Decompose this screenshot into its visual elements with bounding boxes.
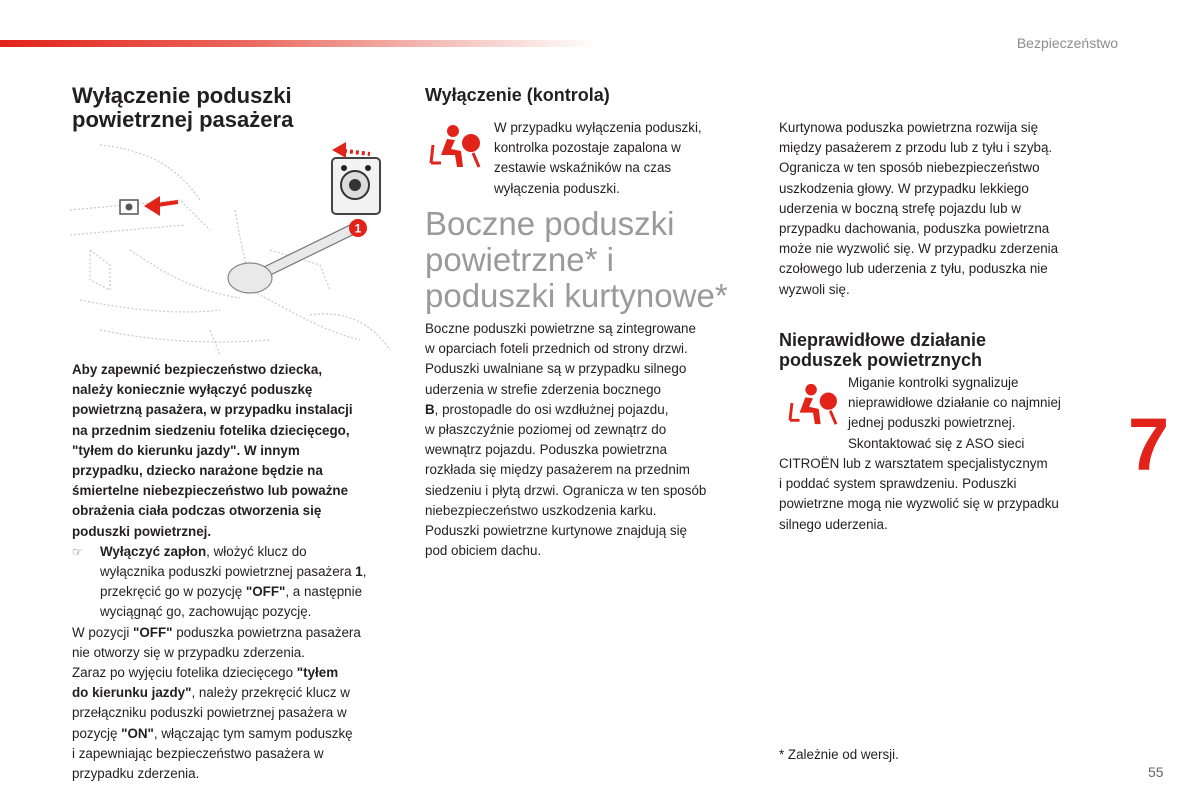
side-airbags-title: Boczne poduszki powietrzne* i poduszki kurtynowe* [425,205,728,314]
airbag-fault-text: CITROËN lub z warsztatem specjalistycznym i poddać system sprawdzeniu. Poduszki powietrzne mogą nie wyzwolić się w przypadku silnego uderzenia. [779,456,1059,532]
airbag-warning-icon [427,123,483,171]
airbag-fault-text-indented: Miganie kontrolki sygnalizuje nieprawidłowe działanie co najmniej jednej poduszki powietrznej. Skontaktować się z ASO sieci [848,375,1061,451]
column1-text: Aby zapewnić bezpieczeństwo dziecka, należy koniecznie wyłączyć poduszkę powietrzną pasażera, w przypadku instalacji na przednim siedzeniu fotelika dziecięcego, "tyłem do kierunku jazdy". W innym przypadku, dziecko narażone będzie na śmiertelne niebezpieczeństwo lub poważne obrażenia ciała podczas otworzenia się poduszki powietrznej. ☞ Wyłączyć zapłon, włożyć klucz do wyłącznika poduszki powietrznej pasażera 1, przekręcić go w pozycję "OFF", a następnie wyciągnąć go, zachowując pozycję. W pozycji "OFF" poduszka powietrzna pasażera nie otworzy się w przypadku zderzenia. Zaraz po wyjęciu fotelika dziecięcego "tyłem do kierunku jazdy", należy przekręcić klucz w przełączniku poduszki powietrznej pasażera w pozycję "ON", włączając tym samym poduszkę i zapewniając bezpieczeństwo pasażera w przypadku zderzenia. [72,360,402,784]
column3-title: Nieprawidłowe działanie poduszek powietrznych [779,330,987,370]
bullet-item: ☞ Wyłączyć zapłon, włożyć klucz do wyłącznika poduszki powietrznej pasażera 1, przekręcić go w pozycję "OFF", a następnie wyciągnąć go, zachowując pozycję. [72,542,402,623]
hand-pointer-icon: ☞ [72,544,83,559]
chapter-number: 7 [1128,403,1170,486]
side-airbags-text: Boczne poduszki powietrzne są zintegrowane w oparciach foteli przednich od strony drzwi. Poduszki uwalniane są w przypadku silnego uderzenia w strefie zderzenia bocznego B, prostopadle do osi wzdłużnej pojazdu, w płaszczyźnie poziomej od zewnątrz do wewnątrz pojazdu. Poduszka powietrzna rozkłada się między pasażerem na przednim siedzeniu i płytą drzwi. Ogranicza w ten sposób niebezpieczeństwo uszkodzenia karku. Poduszki powietrzne kurtynowe znajdują się pod obiciem dachu. [425,321,707,559]
header-accent-bar [0,40,600,47]
footnote: * Zależnie od wersji. [779,747,899,762]
column2-title: Wyłączenie (kontrola) [425,85,610,105]
airbag-off-control-text: W przypadku wyłączenia poduszki, kontrolka pozostaje zapalona w zestawie wskaźników na czas wyłączenia poduszki. [494,120,702,196]
airbag-fault-warning-icon [786,382,840,428]
curtain-airbags-text: Kurtynowa poduszka powietrzna rozwija się między pasażerem z przodu lub z tyłu i szybą. Ogranicza w ten sposób niebezpieczeństwo uszkodzenia głowy. W przypadku lekkiego uderzenia w boczną strefę pojazdu lub w przypadku dachowania, poduszka powietrzna może nie wyzwolić się. W przypadku zderzenia czołowego lub uderzenia z tyłu, poduszka nie wyzwoli się. [779,120,1059,297]
page-number: 55 [1148,764,1164,780]
passenger-airbag-off-illustration [70,140,400,358]
callout-number-1: 1 [354,221,362,236]
column1-title: Wyłączenie poduszki powietrznej pasażera [72,83,294,132]
section-label: Bezpieczeństwo [1016,35,1118,51]
